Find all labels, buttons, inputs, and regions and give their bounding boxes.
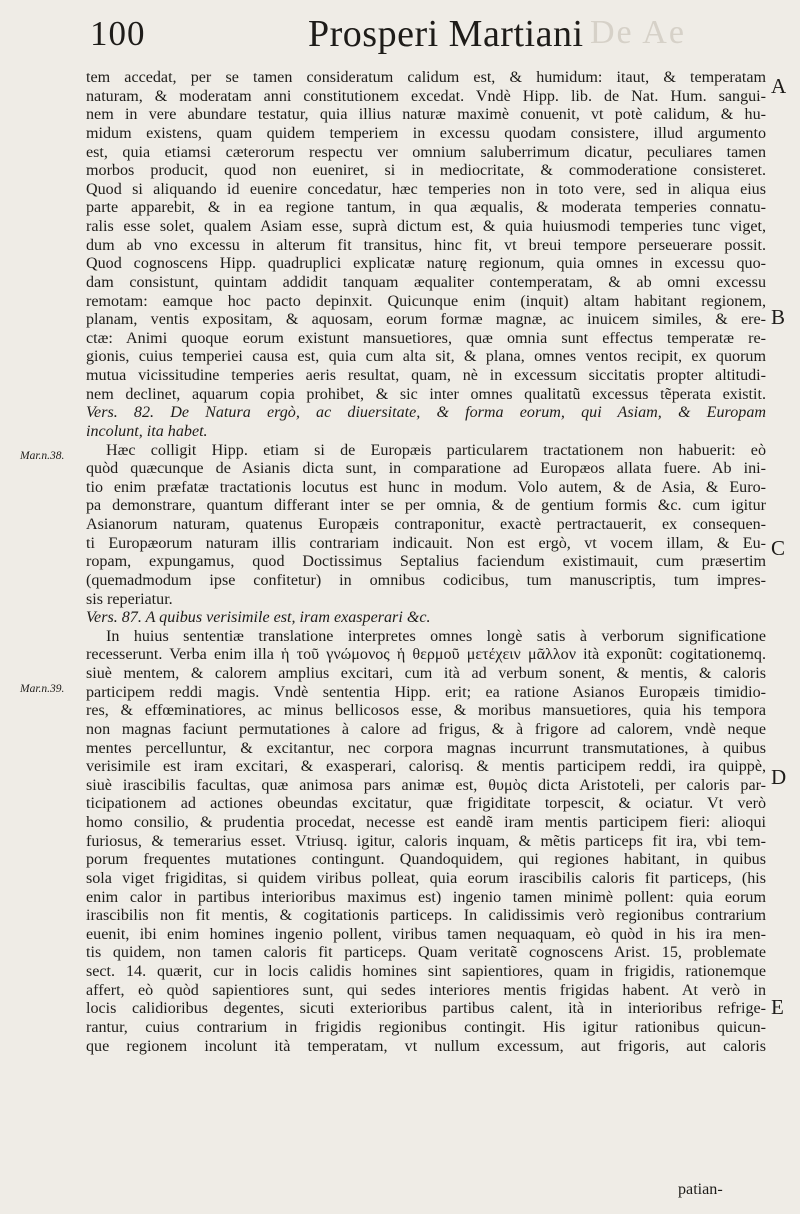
margin-reference-39: Mar.n.39. — [20, 683, 65, 695]
text-line: ti Europæorum naturam illis contrariam indicauit. Non est ergò, vt vocem illam, & Eu- — [86, 534, 766, 552]
text-line: remotam: eamque hoc pacto depinxit. Quicunque enim (inquit) altam habitant regionem, — [86, 292, 766, 310]
text-line: Quod cognoscens Hipp. quadruplici explicatæ naturę regionum, quia omnes in excessu quo- — [86, 255, 766, 273]
text-line: dam consistunt, quintam addidit tanquam æqualiter contemperatam, & ab omni excessu — [86, 273, 766, 291]
text-line: est, quia etiamsi cæterorum respectu ver omnium saluberrimum dicatur, peculiares tamen — [86, 143, 766, 161]
text-line: parte apparebit, & in ea regione tantum, in qua æqualis, & moderata temperies connatu- — [86, 199, 766, 217]
body-text — [86, 69, 766, 1056]
text-line: ticipationem ad actiones obeundas excitatur, quæ frigiditate torpescit, & ociatur. Vt verò — [86, 795, 766, 813]
bleed-through-text: De Ae — [590, 14, 686, 51]
text-line: nem in vere abundare testatur, quia illius naturæ maximè conuenit, vt potè calidum, & hu- — [86, 106, 766, 124]
text-line: res, & effœminatiores, ac minus bellicosos esse, & moribus mansuetiores, quia his tempora — [86, 702, 766, 720]
text-line: ropam, expungamus, quod Doctissimus Septalius faciendum existimauit, cum præsertim — [86, 553, 766, 571]
text-line: tis quidem, non tamen caloris fit particeps. Quam veritatẽ cognoscens Arist. 15, problemate — [86, 944, 766, 962]
text-line: ralis esse solet, qualem Asiam esse, suprà dictum est, & quia huiusmodi temperies tunc viget, — [86, 218, 766, 235]
margin-reference-38: Mar.n.38. — [20, 450, 65, 462]
text-line: furiosus, & temerarius esset. Vtriusq. igitur, caloris inquam, & mẽtis particeps fit ira, vbi tem- — [86, 832, 766, 850]
margin-letter-c: C — [771, 536, 786, 560]
text-line: sect. 14. quærit, cur in locis calidis homines sint sapientiores, quam in frigidis, rationemque — [86, 963, 766, 980]
text-line: pa demonstrare, quantum differant inter se per omnia, & de gentium formis &c. cum igitur — [86, 497, 766, 515]
text-line: enim calor in partibus interioribus maximus est) ingenio tamen minimè pollent: quia eorum — [86, 888, 766, 906]
text-line: nem declinet, aquarum copia prohibet, & sic inter omnes qualitatũ excessus tẽperata existit. — [86, 385, 766, 403]
text-line: In huius sententiæ translatione interpretes omnes longè satis à verborum significatione — [106, 627, 766, 645]
verse-heading: Vers. 82. De Natura ergò, ac diuersitate, & forma eorum, qui Asiam, & Europam — [86, 404, 766, 422]
text-line: verisimile est iram excitari, & exasperari, calorisq. & mentis participem reddi, ira quippè, — [86, 758, 766, 776]
text-line: ctæ: Animi quoque eorum existunt mansuetiores, quæ omnia sunt effectus temperatæ re- — [86, 329, 766, 347]
text-line: midum existens, quam quidem temperiem in excessu quodam consistere, illud argumento — [86, 124, 766, 142]
margin-letter-e: E — [771, 995, 784, 1019]
margin-letter-a: A — [771, 74, 787, 98]
text-line: dum ab vno excessu in alterum fit transitus, hinc fit, vt breui tempore perseuerare possit. — [86, 236, 766, 254]
text-line: sis reperiatur. — [86, 590, 173, 608]
text-line: (quemadmodum ipse confitetur) in omnibus codicibus, tum manuscriptis, tum impres- — [86, 571, 766, 589]
text-line: quòd quæcunque de Asianis dicta sunt, in comparatione ad Europæos allata fuere. Ab ini- — [86, 460, 766, 478]
text-line: naturam, & moderatam anni constitutionem excedat. Vndè Hipp. lib. de Nat. Hum. sangui- — [86, 87, 766, 105]
verse-heading: incolunt, ita habet. — [86, 422, 208, 440]
running-title: Prosperi Martiani — [308, 13, 584, 55]
text-line: euenit, ibi enim homines ingenio pollent, viribus tamen nequaquam, eò quòd in his ira men- — [86, 925, 766, 943]
text-line: rantur, cuius contrarium in frigidis regionibus contingit. His igitur rationibus quicun- — [86, 1018, 766, 1036]
page-number: 100 — [90, 14, 146, 53]
text-line: mutua vicissitudine temperies aeris resultat, quam, nè in excessum siccitatis propter altitudi- — [86, 367, 766, 384]
margin-letter-b: B — [771, 305, 786, 329]
text-line: participem reddi magis. Vndè sententia Hipp. erit; ea ratione Asianos Europæis timidio- — [86, 683, 766, 701]
verse-heading: Vers. 87. A quibus verisimile est, iram exasperari &c. — [86, 609, 431, 627]
text-line: planam, ventis expositam, & aquosam, eorum formæ magnæ, ac inuicem similes, & ere- — [86, 311, 766, 329]
text-line: gionis, cuius temperiei causa est, quia cum alta sit, & plana, omnes ventos recipit, ex quorum — [86, 348, 766, 366]
catchword: patian- — [678, 1181, 723, 1198]
text-line: tem accedat, per se tamen consideratum calidum est, & humidum: itaut, & temperatam — [86, 69, 766, 86]
text-line: que regionem incolunt ità temperatam, vt nullum excessum, aut frigoris, aut caloris — [86, 1037, 766, 1055]
text-line: Asianorum naturam, quatenus Europæis contraponitur, exactè pertractauerit, ex consequen- — [86, 516, 766, 533]
text-line: affert, eò quòd sapientiores sunt, qui sedes interiores mentis frigidas habent. At verò in — [86, 981, 766, 999]
text-line: homo consilio, & prudentia procedat, necesse est eandẽ iram mentis participem fieri: alioqui — [86, 814, 766, 831]
text-line: Quod si aliquando id euenire concedatur, hæc temperies non in toto vere, sed in aliqua eius — [86, 180, 766, 198]
text-line: sola viget frigiditas, si quidem viribus polleat, quia eorum irascibilis caloris fit particeps, (his — [86, 869, 766, 887]
text-line: recesserunt. Verba enim illa ἡ τοῦ γνώμονος ἡ θερμοῦ μετέχειν μᾶλλον ità exponũt: cogitationemq. — [86, 646, 766, 664]
text-line: locis calidioribus degentes, sicuti exterioribus partibus calent, ità in interioribus refrige- — [86, 1000, 766, 1018]
margin-letter-d: D — [771, 765, 787, 789]
text-line: siuè irascibilis facultas, quæ animosa pars animæ est, θυμὸς dicta Aristoteli, per caloris par- — [86, 776, 766, 794]
text-line: irascibilis non fit mentis, & cogitationis particeps. In calidissimis verò regionibus contrarium — [86, 907, 766, 925]
text-line: tio enim præfatæ tractationis locutus est hunc in modum. Volo autem, & de Asia, & Euro- — [86, 478, 766, 496]
text-line: mentes percelluntur, & excitantur, nec corpora magnas incurrunt transmutationes, à quibus — [86, 739, 766, 757]
text-line: porum frequentes mutationes contingunt. Quandoquidem, qui regiones habitant, in quibus — [86, 851, 766, 869]
text-line: morbos producit, quod non eueniret, si in mediocritate, & commoderatione consisteret. — [86, 162, 766, 180]
text-line: non magnas faciunt permutationes à calore ad frigus, & à frigore ad calorem, vndè neque — [86, 720, 766, 738]
text-line: Hæc colligit Hipp. etiam si de Europæis particularem tractationem non habuerit: eò — [106, 441, 766, 459]
text-line: siuè mentem, & calorem amplius excitari, cum ità ad verbum sonent, & mentis, & caloris — [86, 665, 766, 682]
